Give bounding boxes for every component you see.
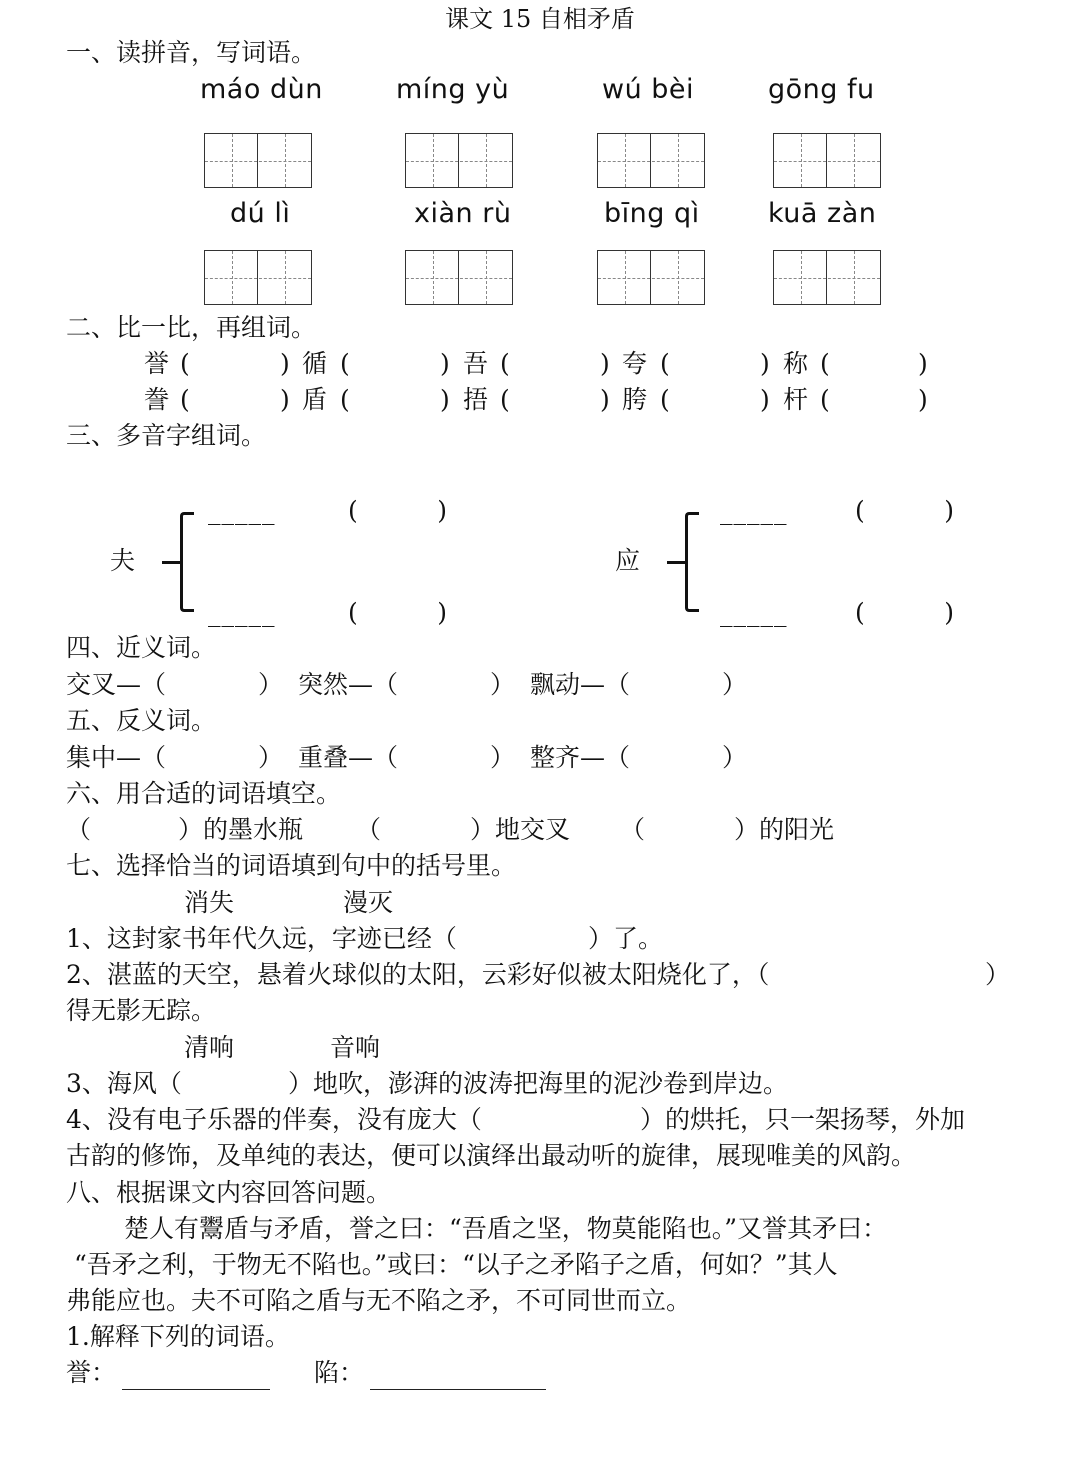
open-paren: ( [180,349,190,378]
antonym-close: ） [490,743,516,772]
pinyin-7: bīng qì [604,198,700,229]
close-paren: ) [440,349,450,378]
question-2-close: ） [985,960,1011,989]
word-option: 清响 [184,1033,235,1062]
question-3-end: ）地吹，澎湃的波涛把海里的泥沙卷到岸边。 [288,1069,789,1098]
pinyin-5: dú lì [230,198,291,229]
question-4-end: ）的烘托，只一架扬琴，外加 [640,1105,966,1134]
close-paren: ) [600,349,610,378]
open-paren: ( [820,385,830,414]
open-paren: ( [660,349,670,378]
question-4: 4、没有电子乐器的伴奏，没有庞大（ [66,1105,482,1134]
fill-phrase: ）地交叉 [470,815,571,844]
close-paren: ) [280,385,290,414]
open-paren: ( [820,349,830,378]
close-paren: ) [600,385,610,414]
question-2: 2、湛蓝的天空，悬着火球似的太阳，云彩好似被太阳烧化了，（ [66,960,770,989]
close-paren: ) [760,385,770,414]
fill-open: （ [620,815,646,844]
fill-open: （ [356,815,382,844]
compare-char: 胯 [622,385,648,414]
synonym-close: ） [258,670,284,699]
compare-char: 称 [783,349,809,378]
term-label-1: 誉： [66,1358,117,1387]
writing-grid[interactable] [204,250,312,305]
compare-char: 循 [302,349,328,378]
open-paren: ( [500,349,510,378]
writing-grid[interactable] [405,133,513,188]
section-2-heading: 二、比一比，再组词。 [66,313,317,342]
writing-grid[interactable] [597,133,705,188]
compare-char: 誊 [144,385,170,414]
close-paren: ) [918,349,928,378]
pinyin-4: gōng fu [768,74,875,105]
word-option: 音响 [330,1033,381,1062]
answer-line[interactable] [370,1389,546,1390]
answer-blank[interactable]: _____ [208,496,276,525]
fill-phrase: ）的阳光 [734,815,835,844]
pinyin-3: wú bèi [602,74,695,105]
pinyin-paren[interactable]: ( ) [855,598,954,627]
close-paren: ) [918,385,928,414]
pinyin-2: míng yù [396,74,510,105]
answer-line[interactable] [122,1389,270,1390]
open-paren: ( [660,385,670,414]
passage-line-1: 楚人有鬻盾与矛盾，誉之曰：“吾盾之坚，物莫能陷也。”又誉其矛曰： [124,1214,888,1243]
compare-char: 盾 [302,385,328,414]
compare-char: 吾 [463,349,489,378]
open-paren: ( [340,385,350,414]
brace-icon [180,512,194,612]
open-paren: ( [500,385,510,414]
fill-open: （ [66,815,92,844]
antonym-item: 集中—（ [66,743,167,772]
open-paren: ( [180,385,190,414]
fill-phrase: ）的墨水瓶 [178,815,304,844]
answer-blank[interactable]: _____ [720,496,788,525]
section-8-heading: 八、根据课文内容回答问题。 [66,1178,392,1207]
close-paren: ) [280,349,290,378]
section-4-heading: 四、近义词。 [66,633,217,662]
passage-line-3: 弗能应也。夫不可陷之盾与无不陷之矛，不可同世而立。 [66,1286,692,1315]
compare-char: 夸 [622,349,648,378]
question-2-cont: 得无影无踪。 [66,996,217,1025]
section-5-heading: 五、反义词。 [66,706,217,735]
pinyin-1: máo dùn [200,74,323,105]
question-3: 3、海风（ [66,1069,182,1098]
section-6-heading: 六、用合适的词语填空。 [66,779,342,808]
term-label-2: 陷： [314,1358,365,1387]
antonym-close: ） [722,743,748,772]
word-option: 消失 [184,888,235,917]
polyphone-char-2: 应 [615,546,641,575]
pinyin-paren[interactable]: ( ) [855,496,954,525]
antonym-close: ） [258,743,284,772]
open-paren: ( [340,349,350,378]
pinyin-paren[interactable]: ( ) [348,598,447,627]
sub-question-1: 1.解释下列的词语。 [66,1322,290,1351]
pinyin-paren[interactable]: ( ) [348,496,447,525]
writing-grid[interactable] [597,250,705,305]
polyphone-char-1: 夫 [110,546,136,575]
compare-char: 捂 [463,385,489,414]
writing-grid[interactable] [405,250,513,305]
answer-blank[interactable]: _____ [208,598,276,627]
question-1-end: ）了。 [588,924,664,953]
close-paren: ) [760,349,770,378]
pinyin-8: kuā zàn [768,198,877,229]
synonym-item: 突然—（ [298,670,399,699]
pinyin-6: xiàn rù [414,198,512,229]
brace-tick [667,561,687,564]
compare-char: 杆 [783,385,809,414]
compare-char: 誉 [144,349,170,378]
answer-blank[interactable]: _____ [720,598,788,627]
writing-grid[interactable] [204,133,312,188]
passage-line-2: “吾矛之利，于物无不陷也。”或曰：“以子之矛陷子之盾，何如？”其人 [74,1250,838,1279]
section-3-heading: 三、多音字组词。 [66,421,267,450]
page-title: 课文 15 自相矛盾 [445,5,635,33]
close-paren: ) [440,385,450,414]
writing-grid[interactable] [773,250,881,305]
writing-grid[interactable] [773,133,881,188]
section-1-heading: 一、读拼音，写词语。 [66,38,317,67]
antonym-item: 重叠—（ [298,743,399,772]
section-7-heading: 七、选择恰当的词语填到句中的括号里。 [66,851,517,880]
question-4-cont: 古韵的修饰，及单纯的表达，便可以演绎出最动听的旋律，展现唯美的风韵。 [66,1141,917,1170]
antonym-item: 整齐—（ [530,743,631,772]
synonym-item: 交叉—（ [66,670,167,699]
brace-tick [162,561,182,564]
question-1: 1、这封家书年代久远，字迹已经（ [66,924,457,953]
synonym-close: ） [722,670,748,699]
brace-icon [685,512,699,612]
synonym-close: ） [490,670,516,699]
synonym-item: 飘动—（ [530,670,631,699]
word-option: 漫灭 [343,888,394,917]
